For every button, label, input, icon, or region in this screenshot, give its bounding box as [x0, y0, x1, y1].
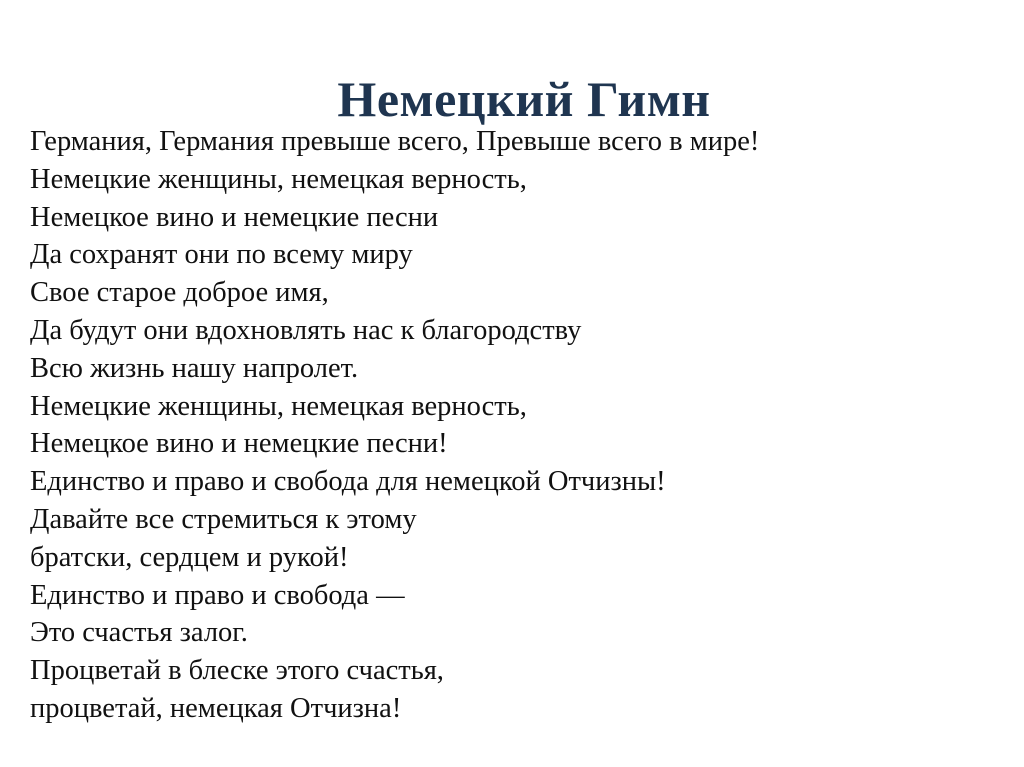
lyric-line: Давайте все стремиться к этому — [30, 503, 417, 535]
lyric-line: Да сохранят они по всему миру — [30, 239, 413, 271]
lyric-line: Немецкое вино и немецкие песни! — [30, 428, 448, 460]
lyric-line: братски, сердцем и рукой! — [30, 541, 349, 573]
slide-title: Немецкий Гимн — [337, 71, 711, 127]
lyric-line: Процветай в блеске этого счастья, — [30, 655, 444, 687]
lyric-line: Единство и право и свобода — — [30, 579, 405, 611]
lyric-line: Единство и право и свобода для немецкой Отчизны! — [30, 466, 666, 498]
lyric-line: Немецкое вино и немецкие песни — [30, 201, 439, 233]
lyric-line: процветай, немецкая Отчизна! — [30, 692, 402, 724]
lyric-line: Немецкие женщины, немецкая верность, — [30, 163, 527, 195]
lyric-line: Да будут они вдохновлять нас к благородству — [30, 314, 582, 346]
lyric-line: Немецкие женщины, немецкая верность, — [30, 390, 527, 422]
lyric-line: Свое старое доброе имя, — [30, 277, 329, 309]
lyric-line: Всю жизнь нашу напролет. — [30, 352, 359, 384]
lyric-line: Это счастья залог. — [30, 617, 248, 649]
anthem-lyrics — [30, 123, 1000, 728]
lyric-line: Германия, Германия превыше всего, Превыше всего в мире! — [30, 126, 760, 157]
